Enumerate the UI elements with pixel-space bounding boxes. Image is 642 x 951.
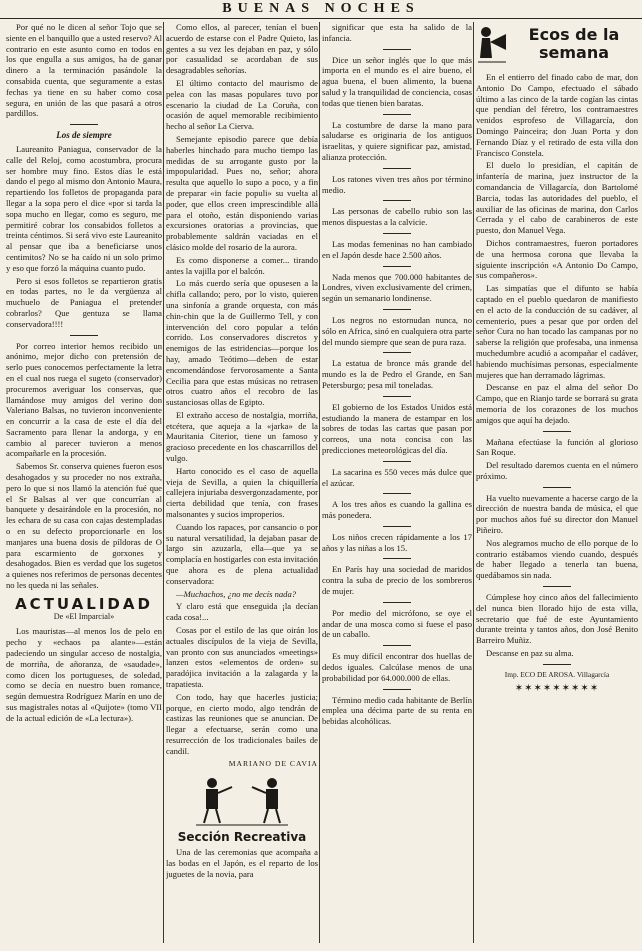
paragraph: A los tres años es cuando la gallina es más ponedera. xyxy=(322,499,472,521)
separator xyxy=(383,558,411,559)
page-header xyxy=(0,0,642,19)
paragraph: Cuando los rapaces, por cansancio o por su natural versatilidad, la dejaban pasar de largo sin azuzarla, ella—que ya se complacía en hostigarles con esta invitación que ahora es de plena actualidad conservadora: xyxy=(166,521,318,586)
separator xyxy=(383,168,411,169)
paragraph: significar que esta ha salido de la infancia. xyxy=(322,22,472,43)
paragraph: Como ellos, al parecer, tenían el buen acuerdo de estarse con el Padre Quieto, las gentes a su vez les dejaban en paz, y sólo por casualidad se acordaban de sus desagradables señorías. xyxy=(166,22,318,76)
paragraph: La estatua de bronce más grande del mundo es la de Pedro el Grande, en San Petersburgo; pesa mil toneladas. xyxy=(322,358,472,390)
separator xyxy=(543,664,571,665)
masthead-title: BUENAS NOCHES xyxy=(222,1,420,16)
paragraph: Dice un señor inglés que lo que más importa en el mundo es el aire bueno, el agua buena, el buen alimento, la buena salud y la tranquilidad de conciencia, cosas todas que tienen bien baratas. xyxy=(322,54,472,108)
paragraph: La costumbre de darse la mano para saludarse es originaria de los antiguos israelitas, y quiere significar paz, amistad, alianza protección. xyxy=(322,119,472,162)
separator xyxy=(543,431,571,432)
section-title-ecos xyxy=(510,26,638,62)
column-4 xyxy=(476,22,638,943)
paragraph: Harto conocido es el caso de aquella vieja de Sevilla, a quien la chiquillería callejera injuriaba desvergonzadamente, por cierta debilidad que tenía, con frases malsonantes y sucios improperios. xyxy=(166,465,318,520)
printer-imprint: Imp. ECO DE AROSA. Villagarcía xyxy=(504,669,610,679)
separator xyxy=(383,200,411,201)
section-title-los-de-siempre: Los de siempre xyxy=(56,130,112,141)
separator xyxy=(383,233,411,234)
ecos-header xyxy=(476,24,638,64)
separator xyxy=(70,124,98,125)
paragraph: El duelo lo presidían, el capitán de infantería de marina, juez instructor de la comandancia de Villagarcía, don Bartolomé Barcia, todas las autoridades del pueblo, el auxiliar de las oficinas de marina, don Carlos Cerrada y el cabo de carabineros de este puesto, don Manuel Vega. xyxy=(476,160,638,236)
paragraph: Es muy difícil encontrar dos huellas de dedos iguales. Calcúlase menos de una probabilidad por 64.000.000 de ellas. xyxy=(322,651,472,683)
paragraph: Lo más cuerdo sería que opusesen a la chifla callando; pero, por lo visto, quieren una sinfonía a grande orquesta, con más chin-chin que la de Guillermo Tell, y con intervención del coro popular a telón corrido. Los conservadores discretos y enemigos de las estridencias—porque los hay, amado Teótimo—deben de estar encomendándose fervorosamente a Santa Cecilia para que estas músicas no retrasen otros cuatro años el recobro de las sustanciosas ollas de Egipto. xyxy=(166,278,318,408)
paragraph: Semejante episodio parece que debía haberles hinchado para mucho tiempo las medidas de su arrogante gusto por la impopularidad. Pues no, señor; ahora resulta que aquello lo supo a poco, y a fin de preparar «in facie populi» su vuelta al poder, que ellos creen imprescindible allá para el otoño, están disponiendo varias excursiones oratorias a provincias, que probablemente saldrán vaciadas en el clásico molde del rosario de la aurora. xyxy=(166,133,318,252)
separator xyxy=(70,335,98,336)
paragraph: Los negros no estornudan nunca, no sólo en Africa, sinó en cualquiera otra parte del mundo siempre que sean de pura raza. xyxy=(322,314,472,347)
paragraph: Sabemos Sr. conserva quienes fueron esos desahogados y su proceder no nos extraña, pero lo que si nos llamó la atención fué que el Sr Balsas al ver que concurrían al banquete y desairándole en la procesión, no les echara de su casa con cajas destempladas o en su defecto proporcionarle en los manjares una buena dosis de píldoras de O para escarmiento de gorxones y desahogados. Bien es verdad que los sugetos a quienes nos referimos de personas decentes no les queda ni las señales. xyxy=(6,461,162,591)
paragraph: Y claro está que enseguida ¡la decían cada cosa!... xyxy=(166,601,318,623)
section-title-recreativa: Sección Recreativa xyxy=(177,830,307,845)
paragraph: Dichos contramaestres, fueron portadores de una hermosa corona que llevaba la siguiente inscripción «A Antonio Do Campo, sus compañeros». xyxy=(476,237,638,281)
paragraph: Laureanito Paniagua, conservador de la calle del Reloj, como acostumbra, procura ser hombre muy fino. Estos días le está dando el pego al mismo don Antonio Maura, repartiendo los folletos de propaganda para llegar a la sopa pero el dice «por si tarda la sopa mucho en llegar, como es seguro, me permitiré cobrar los consabidos folletos a treinta céntimos. Si será vivo este Laureanito al pensar que iba a beneficiarse unos centimitos? No se ha caído ni un solo primo y eso que forzó la máquina cuanto pudo. xyxy=(6,143,162,273)
paragraph: La sacarina es 550 veces más dulce que el azúcar. xyxy=(322,466,472,488)
paragraph: Ha vuelto nuevamente a hacerse cargo de la dirección de nuestra banda de música, el que por muchos años fué su director don Manuel Piñeiro. xyxy=(476,492,638,536)
separator xyxy=(383,309,411,310)
cartoon-figures-icon xyxy=(182,773,302,827)
paragraph: Cúmplese hoy cinco años del fallecimiento del nunca bien llorado hijo de esta villa, secretario que fué de este Ayuntamiento durante treinta y tantos años, don José Benito Barreiro Muñiz. xyxy=(476,592,638,646)
paragraph: Los mauristas—al menos los de pelo en pecho y «echaos pa alante»—están padeciendo un singular acceso de nostalgia, de morriña, de añoranza, de «saudade», como dicen los portugueses, de soledad, como se decía en nuestro buen romance, según demuestra Rodríguez Marín en uno de sus magistrales notas al «Quijote» (tomo VII de la actual edición de «La lectura»). xyxy=(6,626,162,723)
separator xyxy=(383,352,411,353)
paragraph: Los ratones viven tres años por término medio. xyxy=(322,173,472,195)
separator xyxy=(383,689,411,690)
paragraph: Mañana efectúase la función al glorioso San Roque. xyxy=(476,436,638,458)
paragraph: Por medio del micrófono, se oye el andar de una mosca como si fuese el paso de un caballo. xyxy=(322,607,472,640)
paragraph: Descanse en paz su alma. xyxy=(486,648,574,659)
separator xyxy=(543,487,571,488)
paragraph: En el entierro del finado cabo de mar, don Antonio Do Campo, efectuado el sábado último a las cinco de la tarde cogían las cintas que pendían del féretro, los contramaestres venidos esprofeso de Villagarcía, don Domingo Painceira; don Juan Porta y don Fernando Díaz y el retirado de esta villa don Francisco Constela. xyxy=(476,72,638,158)
paragraph: Pero si esos folletos se repartieron gratis en todas partes, no le da vergüenza al muchuelo de Paniagua el pretender cobrarlos? Que gentuza se llama conservadora!!!! xyxy=(6,275,162,329)
column-2 xyxy=(166,22,318,943)
paragraph: Las modas femeninas no han cambiado en el Japón desde hace 2.500 años. xyxy=(322,238,472,260)
column-rule xyxy=(319,22,320,943)
separator xyxy=(383,114,411,115)
paragraph: Término medio cada habitante de Berlín emplea una décima parte de su renta en bebidas alcohólicas. xyxy=(322,694,472,727)
separator xyxy=(383,49,411,50)
paragraph: El extraño acceso de nostalgia, morriña, etcétera, que aqueja a la «jarka» de la Mauritania Citerior, tiene un famoso y gracioso precedente en los chascarrillos del vulgo. xyxy=(166,409,318,464)
quote: —Muchachos, ¿no me decís nada? xyxy=(176,588,297,599)
separator xyxy=(383,602,411,603)
cartoon-illustration xyxy=(166,773,318,830)
paragraph: Por qué no le dicen al señor Tojo que se siente en el banquillo que a usted reservo? Al contrario en este asunto como en todos en los que engulla a sus amigos, ha de ganar dinero a la terminación pasándole la consabida cuenta, que seguramente a estas fechas ya tiene en su haber como cosa segura, en unión de las que pasará a otros pardillos. xyxy=(6,22,162,119)
separator xyxy=(383,645,411,646)
megaphone-figure-icon xyxy=(476,24,510,64)
separator xyxy=(383,396,411,397)
paragraph: Las simpatías que el difunto se había captado en el pueblo quedaron de manifiesto en el acto de la conducción de su cadáver, al cementerio, pues a pesar que por orden del señor Cura no han tocado las campanas por no saberse la religión que profesaba, una inmensa muchedumbre acudió a acompañar el cadáver, habiendo muchísimas personas, especialmente mujeres que han derramado lágrimas. xyxy=(476,283,638,380)
author-signature: MARIANO DE CAVIA xyxy=(228,758,318,768)
separator xyxy=(543,586,571,587)
paragraph: Por correo interior hemos recibido un anónimo, mejor dicho con pretensión de serlo pues conocemos perfectamente la letra en el cual nos ruega el sugeto (conservador) procuremos averiguar los conservas, que llamándose muy amigos del verino don Valeriano Balsas, no tuvieron inconveniente en concurrir a la casa de este el día del Sacramento para llenar la andorga, y en cambio al parecer tuvieron a menos acompañarle en la procesión. xyxy=(6,340,162,459)
paragraph: Con todo, hay que hacerles justicia; porque, en cierto modo, algo tendrán de castizas las reuniones que se anuncian. De llegar a efectuarse, serán como una resurrección de los tradicionales bailes de candil. xyxy=(166,691,318,756)
column-rule xyxy=(473,22,474,943)
paragraph: Del resultado daremos cuenta en el número próximo. xyxy=(476,460,638,481)
paragraph: El gobierno de los Estados Unidos está estudiando la manera de estampar en los sobres de todas las cartas que pasan por correos, una nota concisa con las predicciones meteorológicas del día. xyxy=(322,401,472,455)
paragraph: Las personas de cabello rubio son las menos dispuestas a la calvicie. xyxy=(322,206,472,228)
separator xyxy=(383,461,411,462)
ecos-title-line-2: semana xyxy=(538,43,610,62)
paragraph: En París hay una sociedad de maridos contra la suba de precio de los sombreros de mujer. xyxy=(322,564,472,597)
decorative-border-icon: ✶✶✶✶✶✶✶✶✶ xyxy=(514,682,600,694)
column-1 xyxy=(6,22,162,943)
separator xyxy=(383,266,411,267)
paragraph: Una de las ceremonias que acompaña a las bodas en el Japón, es el reparto de los juguetes de la novia, para xyxy=(166,846,318,879)
paragraph: Descanse en paz el alma del señor Do Campo, que en Rianjo tarde se borrará su grata memoria de los corazones de los muchos amigos que aquí ha dejado. xyxy=(476,382,638,425)
paragraph: Nos alegramos mucho de ello porque de lo contrario estábamos viendo cuando, después de haber llegado a tenerla tan buena, quedábamos sin nada. xyxy=(476,537,638,581)
paragraph: Es como disponerse a comer... tirando antes la vajilla por el balcón. xyxy=(166,254,318,276)
paragraph: Nada menos que 700.000 habitantes de Londres, viven exclusivamente del crimen, según un semanario londinense. xyxy=(322,271,472,304)
paragraph: El último contacto del maurismo de pelea con las masas populares tuvo por escenario la ciudad de La Coruña, con ocasión de aquel memorable recibimiento hecho al señor La Cierva. xyxy=(166,77,318,132)
section-source: De «El Imparcial» xyxy=(53,611,115,621)
separator xyxy=(383,493,411,494)
paragraph: Cosas por el estilo de las que oirán los actuales discípulos de la vieja de Sevilla, van pronto con sus anunciados «meetings» lanzen estos «elementos de orden» su paradójica invitación a la zalagarda y la trapatiesta. xyxy=(166,625,318,690)
ecos-title-line-1: Ecos de la xyxy=(528,25,620,44)
section-title-actualidad: ACTUALIDAD xyxy=(15,594,153,613)
paragraph: Los niños crecen rápidamente a los 17 años y las niñas a los 15. xyxy=(322,531,472,553)
column-rule xyxy=(163,22,164,943)
separator xyxy=(383,526,411,527)
column-3 xyxy=(322,22,472,943)
